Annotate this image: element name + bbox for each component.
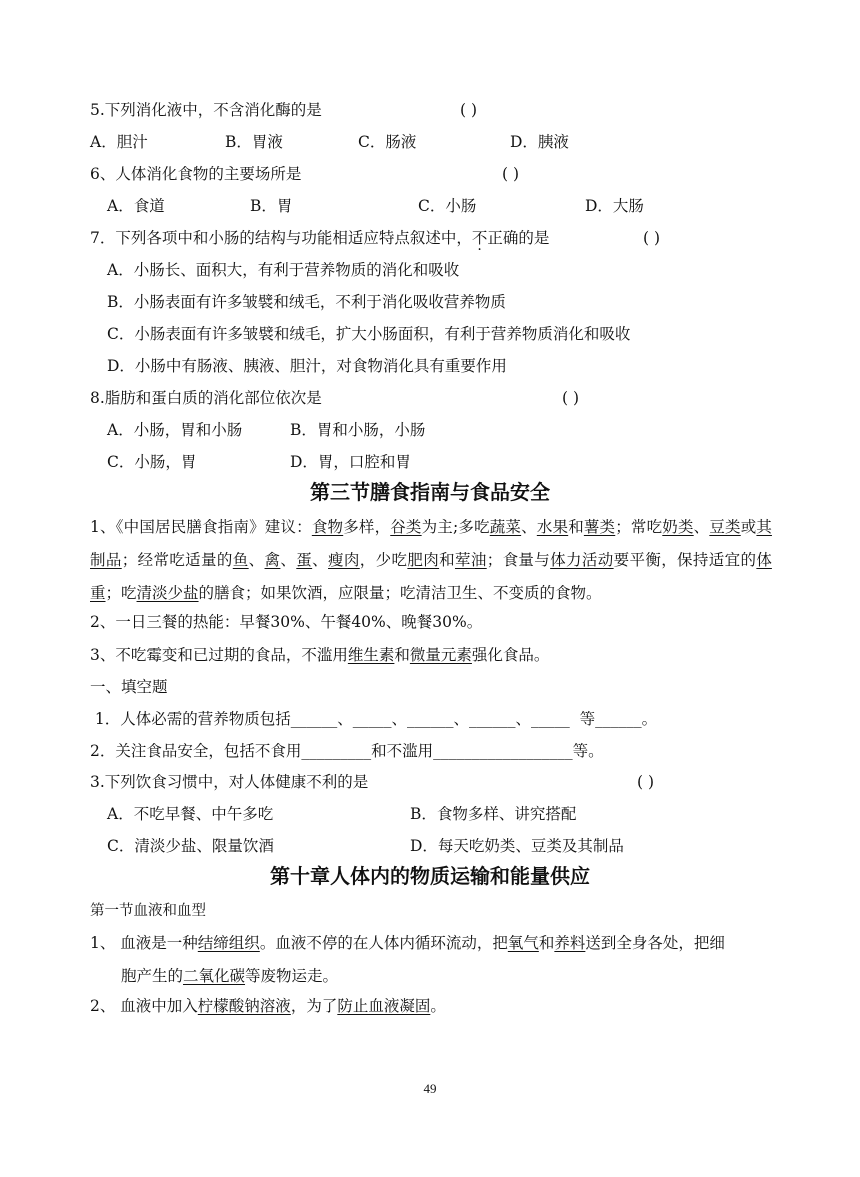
answer-parenthesis: ( ) xyxy=(643,229,661,247)
text: ；常吃 xyxy=(615,518,663,536)
key-term: 薯类 xyxy=(583,518,616,536)
text: 、 xyxy=(312,551,329,569)
answer-parenthesis: ( ) xyxy=(562,389,580,407)
key-term: 维生素 xyxy=(347,646,395,664)
text: 、 xyxy=(693,518,710,536)
energy-distribution-line: 2、一日三餐的热能：早餐30%、午餐40%、晚餐30%。 xyxy=(90,613,483,631)
key-term: 谷类 xyxy=(390,518,422,536)
text: ；食量与 xyxy=(486,551,551,569)
option-d: D．胃，口腔和胃 xyxy=(290,453,411,471)
key-term: 奶类 xyxy=(662,518,694,536)
option-a: A．小肠长、面积大，有利于营养物质的消化和吸收 xyxy=(107,261,460,279)
text: 胞产生的 xyxy=(121,967,184,985)
key-term: 氧气 xyxy=(507,934,539,952)
fill-blank-question-2: 2．关注食品安全，包括不食用_________和不滥用__________________等。 xyxy=(90,742,604,760)
option-c: C．小肠，胃 xyxy=(107,453,197,471)
key-term: 荤油 xyxy=(454,551,487,569)
key-term: 柠檬酸钠溶液 xyxy=(197,997,291,1015)
text: 要平衡，保持适宜的 xyxy=(613,551,757,569)
option-a: A．胆汁 xyxy=(90,133,148,151)
key-term: 鱼 xyxy=(232,551,249,569)
option-b: B．胃和小肠，小肠 xyxy=(290,421,426,439)
key-term: 禽 xyxy=(264,551,281,569)
stem-text: 7．下列各项中和小肠的结构与功能相适应特点叙述中， xyxy=(90,229,472,247)
answer-parenthesis: ( ) xyxy=(502,165,520,183)
key-term: 蛋 xyxy=(296,551,313,569)
text: 1、《中国居民膳食指南》建议： xyxy=(90,518,312,536)
text: 。血液不停的在人体内循环流动，把 xyxy=(259,934,508,952)
question-7-stem xyxy=(90,227,549,249)
key-term: 清淡少盐 xyxy=(136,584,199,602)
text: 多样， xyxy=(343,518,391,536)
key-term: 瘦肉 xyxy=(328,551,360,569)
key-term: 养料 xyxy=(554,934,586,952)
option-a: A．食道 xyxy=(107,197,165,215)
option-c: C．小肠表面有许多皱襞和绒毛，扩大小肠面积，有利于营养物质消化和吸收 xyxy=(107,325,631,343)
option-d: D．小肠中有肠液、胰液、胆汁，对食物消化具有重要作用 xyxy=(107,357,507,375)
text: 3、不吃霉变和已过期的食品，不滥用 xyxy=(90,646,348,664)
text: 或 xyxy=(740,518,757,536)
question-5-stem: 5.下列消化液中，不含消化酶的是 xyxy=(90,101,322,119)
option-d: D．大肠 xyxy=(585,197,644,215)
text: ；吃 xyxy=(105,584,137,602)
text: 1、 血液是一种 xyxy=(90,934,198,952)
key-term: 防止血液凝固 xyxy=(337,997,431,1015)
option-d: D．胰液 xyxy=(510,133,569,151)
key-term: 其制品 xyxy=(90,518,772,569)
option-a: A．小肠，胃和小肠 xyxy=(107,421,243,439)
option-a: A．不吃早餐、中午多吃 xyxy=(107,805,274,823)
option-b: B．胃 xyxy=(250,197,293,215)
text: 等废物运走。 xyxy=(245,967,339,985)
option-b: B．小肠表面有许多皱襞和绒毛，不利于消化吸收营养物质 xyxy=(107,293,506,311)
text: 和 xyxy=(568,518,584,536)
option-c: C．肠液 xyxy=(358,133,417,151)
chapter-heading: 第十章人体内的物质运输和能量供应 xyxy=(270,864,590,888)
food-safety-line xyxy=(90,644,549,666)
text: 、 xyxy=(521,518,537,536)
text: 。 xyxy=(430,997,446,1015)
option-c: C．清淡少盐、限量饮酒 xyxy=(107,837,274,855)
text: 送到全身各处，把细 xyxy=(585,934,725,952)
question-3-stem: 3.下列饮食习惯中，对人体健康不利的是 xyxy=(90,773,369,791)
section-heading: 第三节膳食指南与食品安全 xyxy=(310,480,550,504)
text: 和 xyxy=(394,646,410,664)
text: 2、 血液中加入 xyxy=(90,997,198,1015)
subsection-title: 第一节血液和血型 xyxy=(90,903,206,919)
guideline-paragraph xyxy=(90,511,772,610)
text: ，为了 xyxy=(290,997,338,1015)
page-number: 49 xyxy=(423,1081,437,1096)
fill-blank-title: 一、填空题 xyxy=(90,678,168,696)
key-term: 食物 xyxy=(311,518,344,536)
option-b: B．食物多样、讲究搭配 xyxy=(410,805,577,823)
key-term: 肥肉 xyxy=(407,551,440,569)
stem-text: 正确的是 xyxy=(487,229,550,247)
key-term: 微量元素 xyxy=(409,646,472,664)
text: 的膳食；如果饮酒，应限量；吃清洁卫生、不变质的食物。 xyxy=(198,584,602,602)
blood-paragraph xyxy=(90,927,772,993)
key-term: 水果 xyxy=(536,518,569,536)
option-d: D．每天吃奶类、豆类及其制品 xyxy=(410,837,624,855)
text: 和 xyxy=(538,934,555,952)
emphasis-dot-text: 不 xyxy=(471,229,488,247)
key-term: 蔬菜 xyxy=(489,518,522,536)
text: ；经常吃适量的 xyxy=(121,551,233,569)
text: ，少吃 xyxy=(359,551,408,569)
key-term: 体力活动 xyxy=(550,551,614,569)
option-c: C．小肠 xyxy=(418,197,477,215)
question-8-stem: 8.脂肪和蛋白质的消化部位依次是 xyxy=(90,389,322,407)
key-term: 二氧化碳 xyxy=(183,967,246,985)
text: 和 xyxy=(439,551,455,569)
anticoagulant-line xyxy=(90,995,446,1017)
option-b: B．胃液 xyxy=(225,133,283,151)
answer-parenthesis: ( ) xyxy=(637,773,655,791)
key-term: 结缔组织 xyxy=(197,934,260,952)
fill-blank-question-1: 1．人体必需的营养物质包括______、_____、______、______、_____ 等______。 xyxy=(90,710,658,728)
answer-parenthesis: ( ) xyxy=(460,101,478,119)
key-term: 体重 xyxy=(90,551,772,602)
text: 、 xyxy=(248,551,265,569)
key-term: 豆类 xyxy=(709,518,741,536)
text: 为主;多吃 xyxy=(421,518,490,536)
text: 、 xyxy=(280,551,297,569)
text: 强化食品。 xyxy=(471,646,550,664)
question-6-stem: 6、人体消化食物的主要场所是 xyxy=(90,165,302,183)
